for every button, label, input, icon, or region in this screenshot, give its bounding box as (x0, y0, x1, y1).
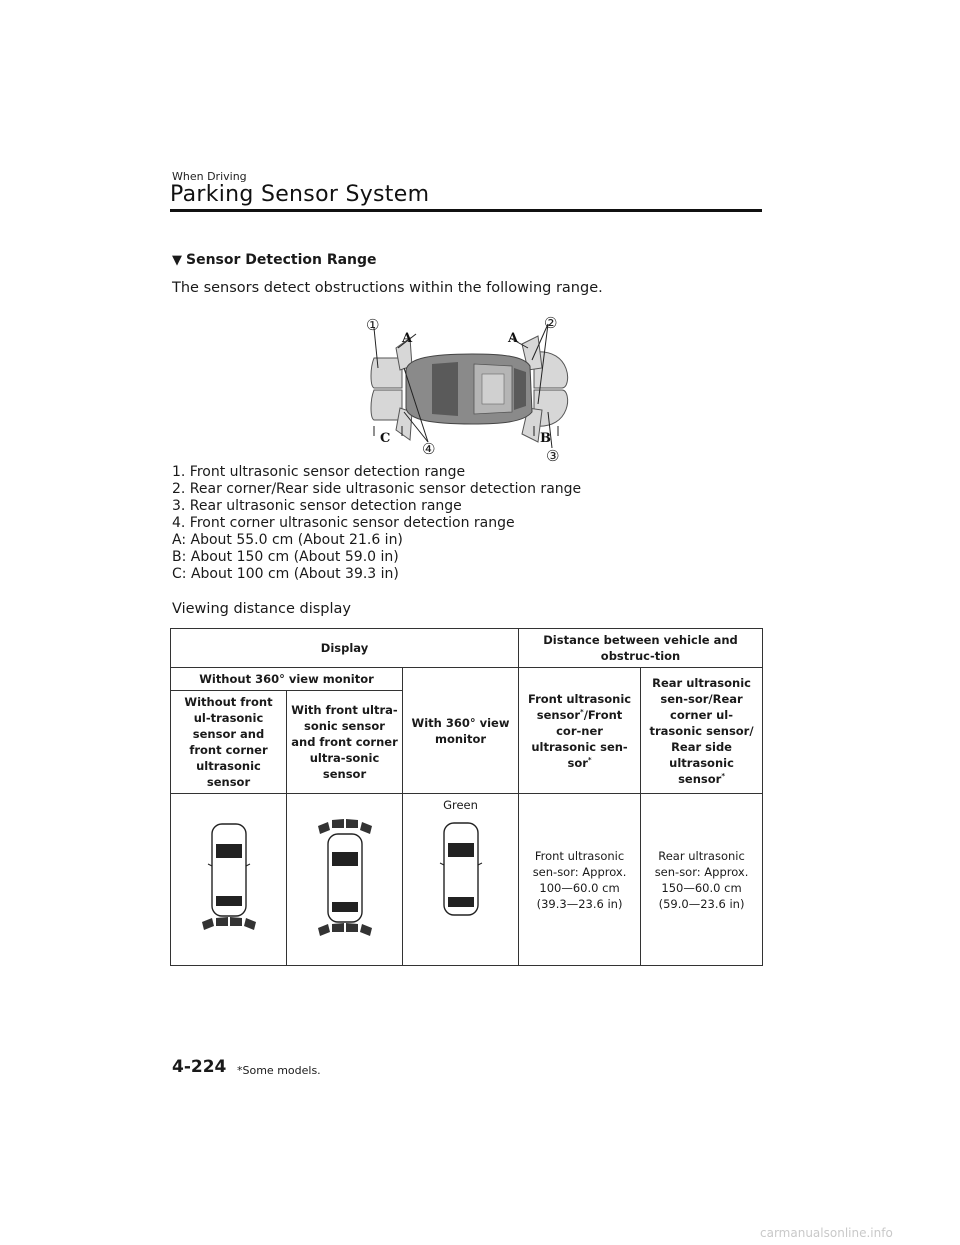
display-without-front (171, 794, 287, 966)
rear-sensor-header: Rear ultrasonic sen-sor/Rear corner ul-trasonic sensor/ Rear side ultrasonic sensor* (641, 668, 763, 794)
rear-distance-value: Rear ultrasonic sen-sor: Approx. 150—60.0 cm (59.0—23.6 in) (641, 794, 763, 966)
without-front-sensor-header: Without front ul-trasonic sensor and front corner ultrasonic sensor (171, 691, 287, 794)
front-range-bottom-lobe (371, 390, 402, 420)
display-with-front (287, 794, 403, 966)
legend-list (172, 464, 581, 583)
title-rule (170, 209, 762, 212)
label-c: C (380, 431, 391, 446)
callout-3: ③ (546, 447, 560, 465)
label-a-rear: A (508, 331, 519, 346)
with-front-sensor-header: With front ultra-sonic sensor and front corner ultra-sonic sensor (287, 691, 403, 794)
chapter-label: When Driving (172, 170, 247, 183)
with-360-header: With 360° view monitor (403, 668, 519, 794)
legend-item-a: A: About 55.0 cm (About 21.6 in) (172, 532, 403, 548)
car-top-view (406, 354, 532, 424)
car-display-icon-rear-only (194, 816, 264, 940)
footnote: *Some models. (237, 1064, 321, 1077)
section-heading-text: Sensor Detection Range (186, 252, 377, 268)
front-range-top-lobe (371, 358, 402, 388)
callout-2: ② (544, 314, 558, 332)
page-number: 4-224 (172, 1057, 227, 1077)
car-display-icon-front-rear (310, 808, 380, 948)
distance-header: Distance between vehicle and obstruc-tion (519, 629, 763, 668)
section-heading (172, 252, 377, 268)
without-360-header: Without 360° view monitor (171, 668, 403, 691)
page-title: Parking Sensor System (170, 182, 430, 207)
legend-item-c: C: About 100 cm (About 39.3 in) (172, 566, 399, 582)
legend-item-2: 2. Rear corner/Rear side ultrasonic sensor detection range (172, 481, 582, 497)
display-header: Display (171, 629, 519, 668)
legend-item-3: 3. Rear ultrasonic sensor detection range (172, 498, 462, 514)
viewing-distance-label: Viewing distance display (172, 601, 351, 617)
color-label: Green (443, 798, 478, 812)
callout-1: ① (366, 316, 380, 334)
distance-display-table (170, 628, 763, 966)
intro-text: The sensors detect obstructions within the following range. (172, 280, 603, 296)
section-marker: ▼ (172, 253, 182, 268)
legend-item-b: B: About 150 cm (About 59.0 in) (172, 549, 399, 565)
sensor-range-diagram (362, 308, 582, 466)
front-distance-value: Front ultrasonic sen-sor: Approx. 100—60.0 cm (39.3—23.6 in) (519, 794, 641, 966)
label-b: B (540, 431, 551, 446)
label-a-front: A (402, 331, 413, 346)
legend-item-1: 1. Front ultrasonic sensor detection range (172, 464, 466, 480)
car-display-icon-360 (426, 813, 496, 923)
watermark: carmanualsonline.info (760, 1226, 893, 1240)
display-with-360 (403, 794, 519, 966)
front-sensor-header: Front ultrasonic sensor*/Front cor-ner ultrasonic sen-sor* (519, 668, 641, 794)
callout-4: ④ (422, 440, 436, 458)
legend-item-4: 4. Front corner ultrasonic sensor detection range (172, 515, 515, 531)
